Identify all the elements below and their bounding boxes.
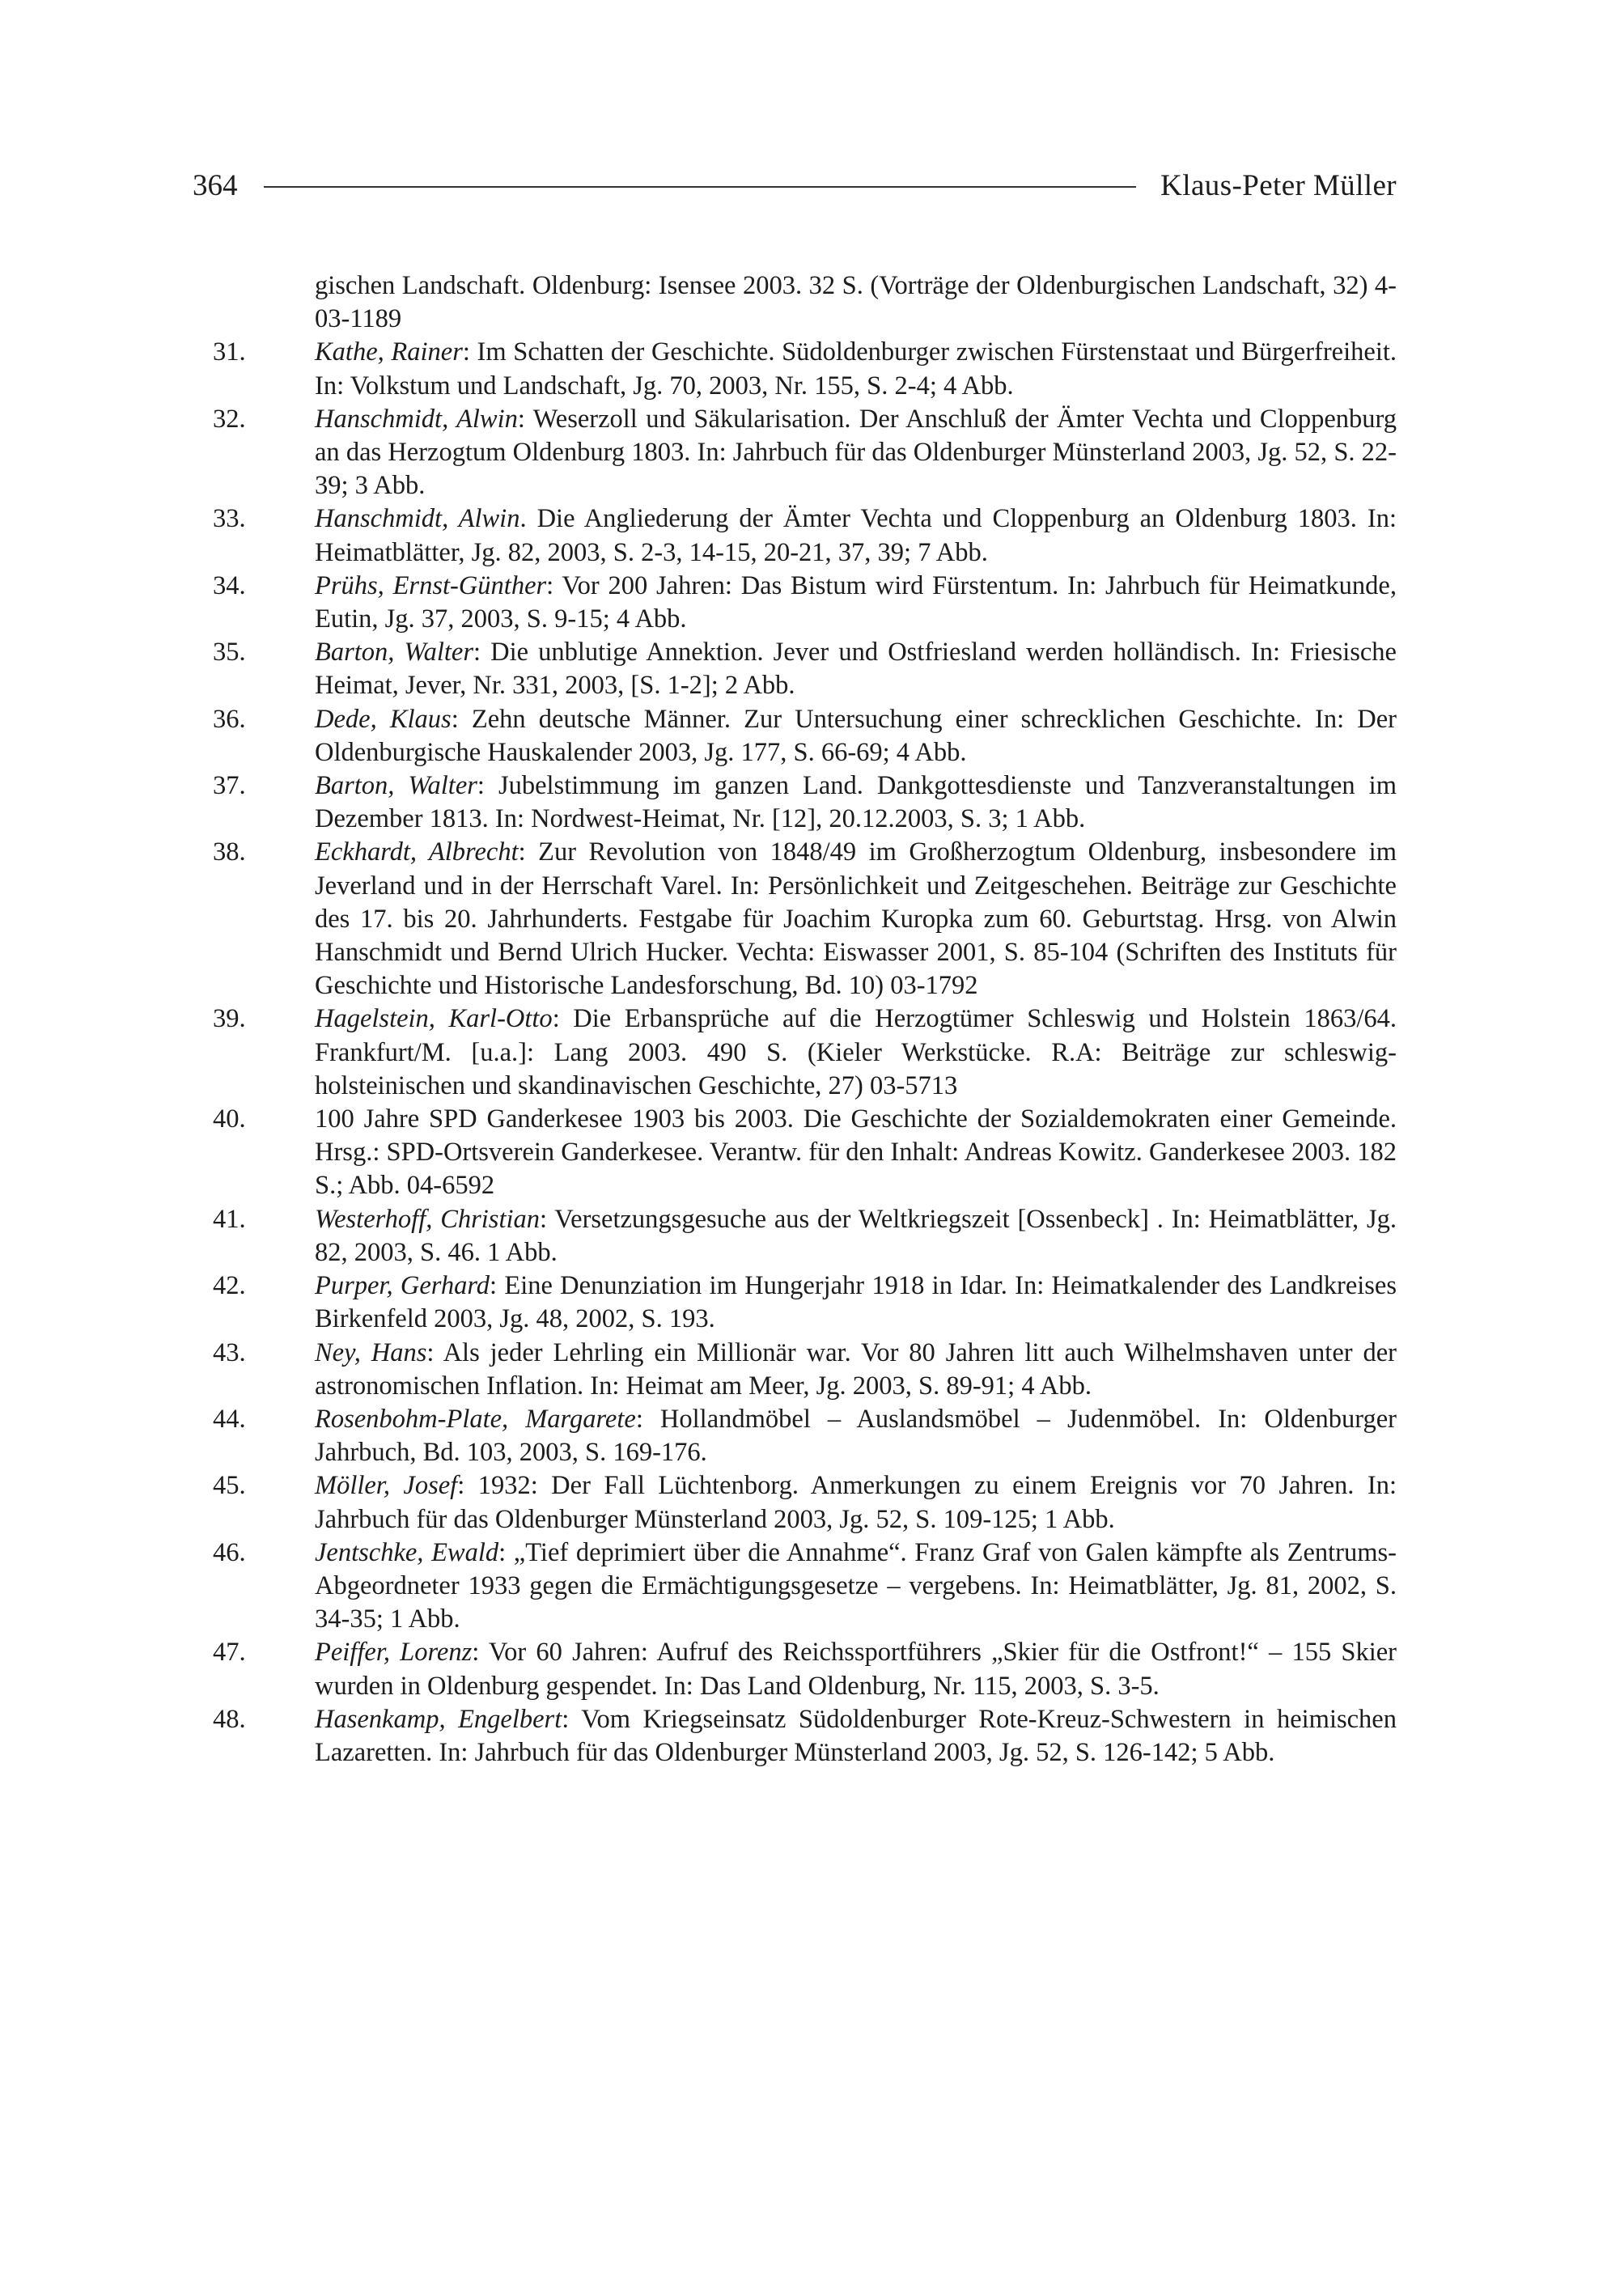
entry-text: : Die unblutige Annektion. Jever und Ostfriesland werden holländisch. In: Friesische Heimat, Jever, Nr. 331, 2003, [S. 1-2]; 2 Abb. [315, 638, 1397, 701]
entry-author: Möller, Josef [315, 1471, 458, 1501]
entry-text: : Weserzoll und Säkularisation. Der Anschluß der Ämter Vechta und Cloppenburg an das Herzogtum Oldenburg 1803. In: Jahrbuch für das Oldenburger Münsterland 2003, Jg. 52, S. 22-39; 3 Abb. [315, 404, 1397, 501]
header-rule [264, 186, 1136, 188]
entry-number: 31. [213, 337, 246, 367]
bibliography-entry [213, 1536, 1397, 1637]
entry-text: : Vor 60 Jahren: Aufruf des Reichssportführers „Skier für die Ostfront!“ – 155 Skier wurden in Oldenburg gespendet. In: Das Land Oldenburg, Nr. 115, 2003, S. 3-5. [315, 1638, 1397, 1701]
entry-number: 44. [213, 1404, 246, 1434]
entry-text: : „Tief deprimiert über die Annahme“. Franz Graf von Galen kämpfte als Zentrums-Abgeordneter 1933 gegen die Ermächtigungsgesetze – vergebens. In: Heimatblätter, Jg. 81, 2002, S. 34-35; 1 Abb. [315, 1537, 1397, 1634]
entry-text: : Jubelstimmung im ganzen Land. Dankgottesdienste und Tanzveranstaltungen im Dezember 1813. In: Nordwest-Heimat, Nr. [12], 20.12.2003, S. 3; 1 Abb. [315, 771, 1397, 834]
entry-text: : Zur Revolution von 1848/49 im Großherzogtum Oldenburg, insbesondere im Jeverland und in der Herrschaft Varel. In: Persönlichkeit und Zeitgeschehen. Beiträge zur Geschichte des 17. bis 20. Jahrhunderts. Festgabe für Joachim Kuropka zum 60. Geburtstag. Hrsg. von Alwin Hanschmidt und Bernd Ulrich Hucker. Vechta: Eiswasser 2001, S. 85-104 (Schriften des Instituts für Geschichte und Historische Landesforschung, Bd. 10) 03-1792 [315, 837, 1397, 1001]
entry-author: Rosenbohm-Plate, Margarete [315, 1404, 636, 1434]
entry-number: 39. [213, 1004, 246, 1034]
entry-number: 45. [213, 1471, 246, 1501]
bibliography-entry [213, 769, 1397, 836]
entry-number: 32. [213, 404, 246, 434]
entry-text: : Versetzungsgesuche aus der Weltkriegszeit [Ossenbeck] . In: Heimatblätter, Jg. 82, 2003, S. 46. 1 Abb. [315, 1204, 1397, 1267]
entry-number: 37. [213, 771, 246, 801]
entry-author: Kathe, Rainer [315, 337, 463, 367]
entry-text: 100 Jahre SPD Ganderkesee 1903 bis 2003. Die Geschichte der Sozialdemokraten einer Gemeinde. Hrsg.: SPD-Ortsverein Ganderkesee. Verantw. für den Inhalt: Andreas Kowitz. Ganderkesee 2003. 182 S.; Abb. 04-6592 [315, 1104, 1397, 1201]
entry-text: : Die Erbansprüche auf die Herzogtümer Schleswig und Holstein 1863/64. Frankfurt/M. [u.a.]: Lang 2003. 490 S. (Kieler Werkstücke. R.A: Beiträge zur schleswig-holsteinischen und skandinavischen Geschichte, 27) 03-5713 [315, 1004, 1397, 1100]
entry-author: Barton, Walter [315, 771, 477, 801]
bibliography-entry [213, 1636, 1397, 1702]
bibliography-entry [213, 570, 1397, 636]
entry-author: Eckhardt, Albrecht [315, 837, 519, 867]
entry-number: 47. [213, 1638, 246, 1668]
entry-author: Barton, Walter [315, 638, 473, 668]
entry-number: 40. [213, 1104, 246, 1134]
bibliography-entry [213, 1002, 1397, 1103]
entry-text: : Eine Denunziation im Hungerjahr 1918 in Idar. In: Heimatkalender des Landkreises Birkenfeld 2003, Jg. 48, 2002, S. 193. [315, 1271, 1397, 1334]
page-number: 364 [193, 169, 238, 202]
entry-author: Prühs, Ernst-Günther [315, 570, 547, 600]
bibliography-entry [213, 703, 1397, 769]
entry-author: Ney, Hans [315, 1337, 427, 1367]
entry-author: Hanschmidt, Alwin [315, 504, 520, 534]
entry-author: Purper, Gerhard [315, 1271, 490, 1301]
entry-number: 43. [213, 1337, 246, 1367]
entry-author: Peiffer, Lorenz [315, 1638, 473, 1668]
entry-author: Westerhoff, Christian [315, 1204, 541, 1234]
entry-number: 41. [213, 1204, 246, 1234]
entry-author: Hanschmidt, Alwin [315, 404, 518, 434]
bibliography-list [213, 269, 1397, 1770]
entry-text: : Zehn deutsche Männer. Zur Untersuchung einer schrecklichen Geschichte. In: Der Oldenburgische Hauskalender 2003, Jg. 177, S. 66-69; 4 Abb. [315, 704, 1397, 767]
bibliography-entry [213, 403, 1397, 503]
bibliography-entry [213, 1103, 1397, 1203]
entry-text: : Hollandmöbel – Auslandsmöbel – Judenmöbel. In: Oldenburger Jahrbuch, Bd. 103, 2003, S. 169-176. [315, 1404, 1397, 1468]
entry-number: 35. [213, 638, 246, 668]
bibliography-entry [213, 1403, 1397, 1469]
entry-number: 42. [213, 1271, 246, 1301]
bibliography-entry [213, 502, 1397, 569]
entry-number: 38. [213, 837, 246, 867]
entry-author: Jentschke, Ewald [315, 1537, 499, 1567]
entry-number: 34. [213, 570, 246, 600]
bibliography-entry [213, 336, 1397, 402]
entry-number: 36. [213, 704, 246, 734]
entry-text: : Im Schatten der Geschichte. Südoldenburger zwischen Fürstenstaat und Bürgerfreiheit. In: Volkstum und Landschaft, Jg. 70, 2003, Nr. 155, S. 2-4; 4 Abb. [315, 337, 1397, 401]
bibliography-entry [213, 1269, 1397, 1336]
entry-text: : Vom Kriegseinsatz Südoldenburger Rote-Kreuz-Schwestern in heimischen Lazaretten. In: Jahrbuch für das Oldenburger Münsterland 2003, Jg. 52, S. 126-142; 5 Abb. [315, 1704, 1397, 1767]
entry-text: : Als jeder Lehrling ein Millionär war. Vor 80 Jahren litt auch Wilhelmshaven unter der astronomischen Inflation. In: Heimat am Meer, Jg. 2003, S. 89-91; 4 Abb. [315, 1337, 1397, 1401]
continuation-text: gischen Landschaft. Oldenburg: Isensee 2003. 32 S. (Vorträge der Oldenburgischen Landschaft, 32) 4-03-1189 [315, 271, 1397, 334]
entry-author: Dede, Klaus [315, 704, 452, 734]
entry-continuation [213, 269, 1397, 336]
entry-author: Hasenkamp, Engelbert [315, 1704, 562, 1734]
entry-text: . Die Angliederung der Ämter Vechta und Cloppenburg an Oldenburg 1803. In: Heimatblätter, Jg. 82, 2003, S. 2-3, 14-15, 20-21, 37, 39; 7 Abb. [315, 504, 1397, 567]
entry-number: 33. [213, 504, 246, 534]
entry-number: 48. [213, 1704, 246, 1734]
entry-number: 46. [213, 1537, 246, 1567]
bibliography-entry [213, 1203, 1397, 1269]
running-head: Klaus-Peter Müller [1160, 169, 1397, 202]
entry-author: Hagelstein, Karl-Otto [315, 1004, 553, 1034]
bibliography-entry [213, 836, 1397, 1002]
entry-text: : Vor 200 Jahren: Das Bistum wird Fürstentum. In: Jahrbuch für Heimatkunde, Eutin, Jg. 37, 2003, S. 9-15; 4 Abb. [315, 570, 1397, 634]
bibliography-entry [213, 1703, 1397, 1770]
bibliography-entry [213, 636, 1397, 702]
bibliography-entry [213, 1469, 1397, 1536]
page-header [193, 162, 1397, 210]
entry-text: : 1932: Der Fall Lüchtenborg. Anmerkungen zu einem Ereignis vor 70 Jahren. In: Jahrbuch für das Oldenburger Münsterland 2003, Jg. 52, S. 109-125; 1 Abb. [315, 1471, 1397, 1534]
bibliography-entry [213, 1337, 1397, 1403]
